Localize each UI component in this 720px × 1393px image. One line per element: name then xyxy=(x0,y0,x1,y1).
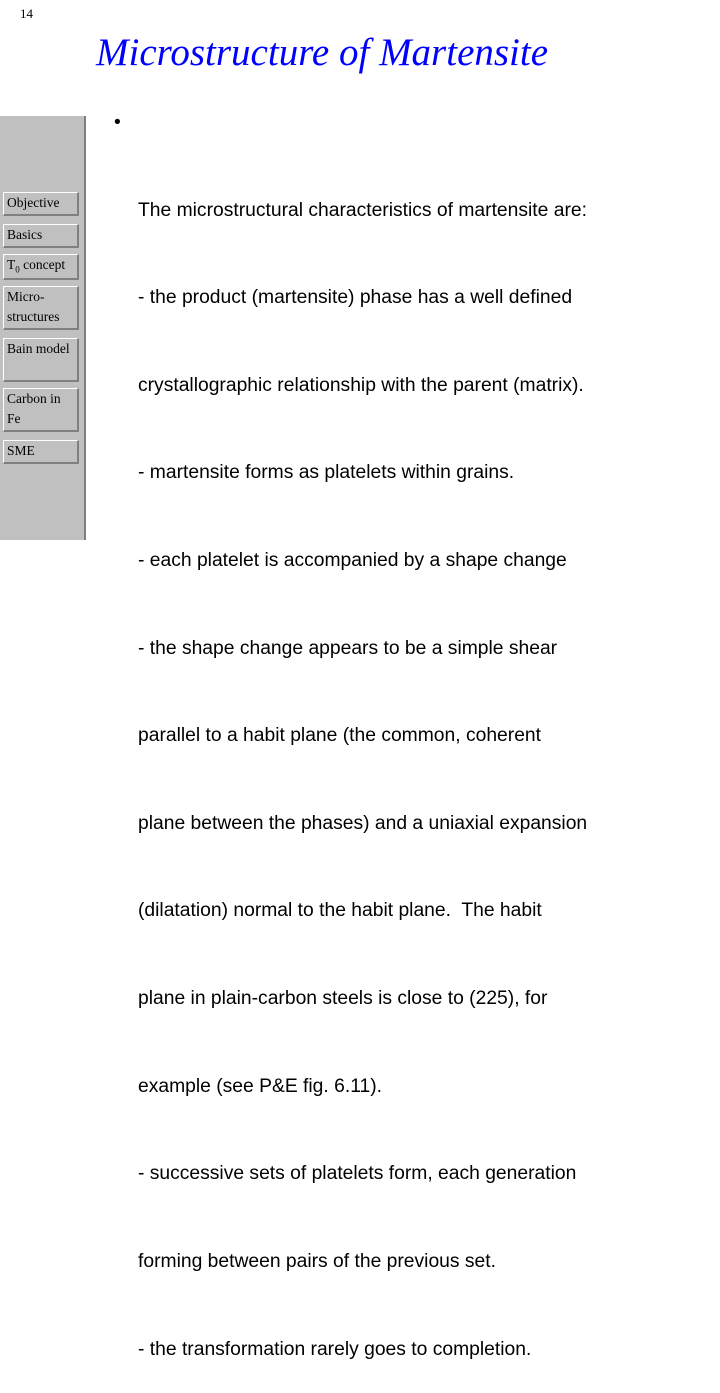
content-line: - martensite forms as platelets within grains. xyxy=(138,462,515,484)
page-number: 14 xyxy=(20,6,33,21)
nav-item-microstructures[interactable] xyxy=(3,286,79,330)
bullet-marker: • xyxy=(114,112,121,133)
nav-item-t0-concept[interactable] xyxy=(3,254,79,280)
bullet-content xyxy=(114,108,714,1393)
content-line: parallel to a habit plane (the common, coherent xyxy=(138,725,542,747)
content-line: example (see P&E fig. 6.11). xyxy=(138,1075,382,1097)
nav-item-label-subscript: 0 xyxy=(15,264,20,275)
nav-item-label: Basics xyxy=(7,227,43,242)
content-line: plane between the phases) and a uniaxial expansion xyxy=(138,812,588,834)
nav-item-label: Bain model xyxy=(7,341,70,356)
nav-item-bain-model[interactable] xyxy=(3,338,79,382)
sidebar-nav xyxy=(0,116,86,540)
slide-title: Microstructure of Martensite xyxy=(96,31,549,74)
nav-item-basics[interactable] xyxy=(3,224,79,248)
nav-item-objective[interactable] xyxy=(3,192,79,216)
content-line: The microstructural characteristics of martensite are: xyxy=(138,199,587,221)
content-line: plane in plain-carbon steels is close to (225), for xyxy=(138,988,548,1010)
nav-item-sme[interactable] xyxy=(3,440,79,464)
content-line: forming between pairs of the previous set. xyxy=(138,1250,496,1272)
content-line: - successive sets of platelets form, each generation xyxy=(138,1163,577,1185)
content-line: - the transformation rarely goes to completion. xyxy=(138,1338,532,1360)
content-line: - the product (martensite) phase has a well defined xyxy=(138,287,573,309)
content-line: crystallographic relationship with the parent (matrix). xyxy=(138,374,584,396)
nav-item-label-prefix: T xyxy=(7,257,16,272)
content-line: - each platelet is accompanied by a shape change xyxy=(138,550,567,572)
content-line: - the shape change appears to be a simple shear xyxy=(138,637,558,659)
nav-item-label: Objective xyxy=(7,195,60,210)
nav-item-label-suffix: concept xyxy=(19,257,66,272)
content-line: (dilatation) normal to the habit plane. The habit xyxy=(138,900,542,922)
nav-item-label: SME xyxy=(7,443,35,458)
nav-item-label: Carbon in Fe xyxy=(7,391,61,426)
nav-item-label: Micro-structures xyxy=(7,289,60,324)
nav-item-carbon-in-fe[interactable] xyxy=(3,388,79,432)
